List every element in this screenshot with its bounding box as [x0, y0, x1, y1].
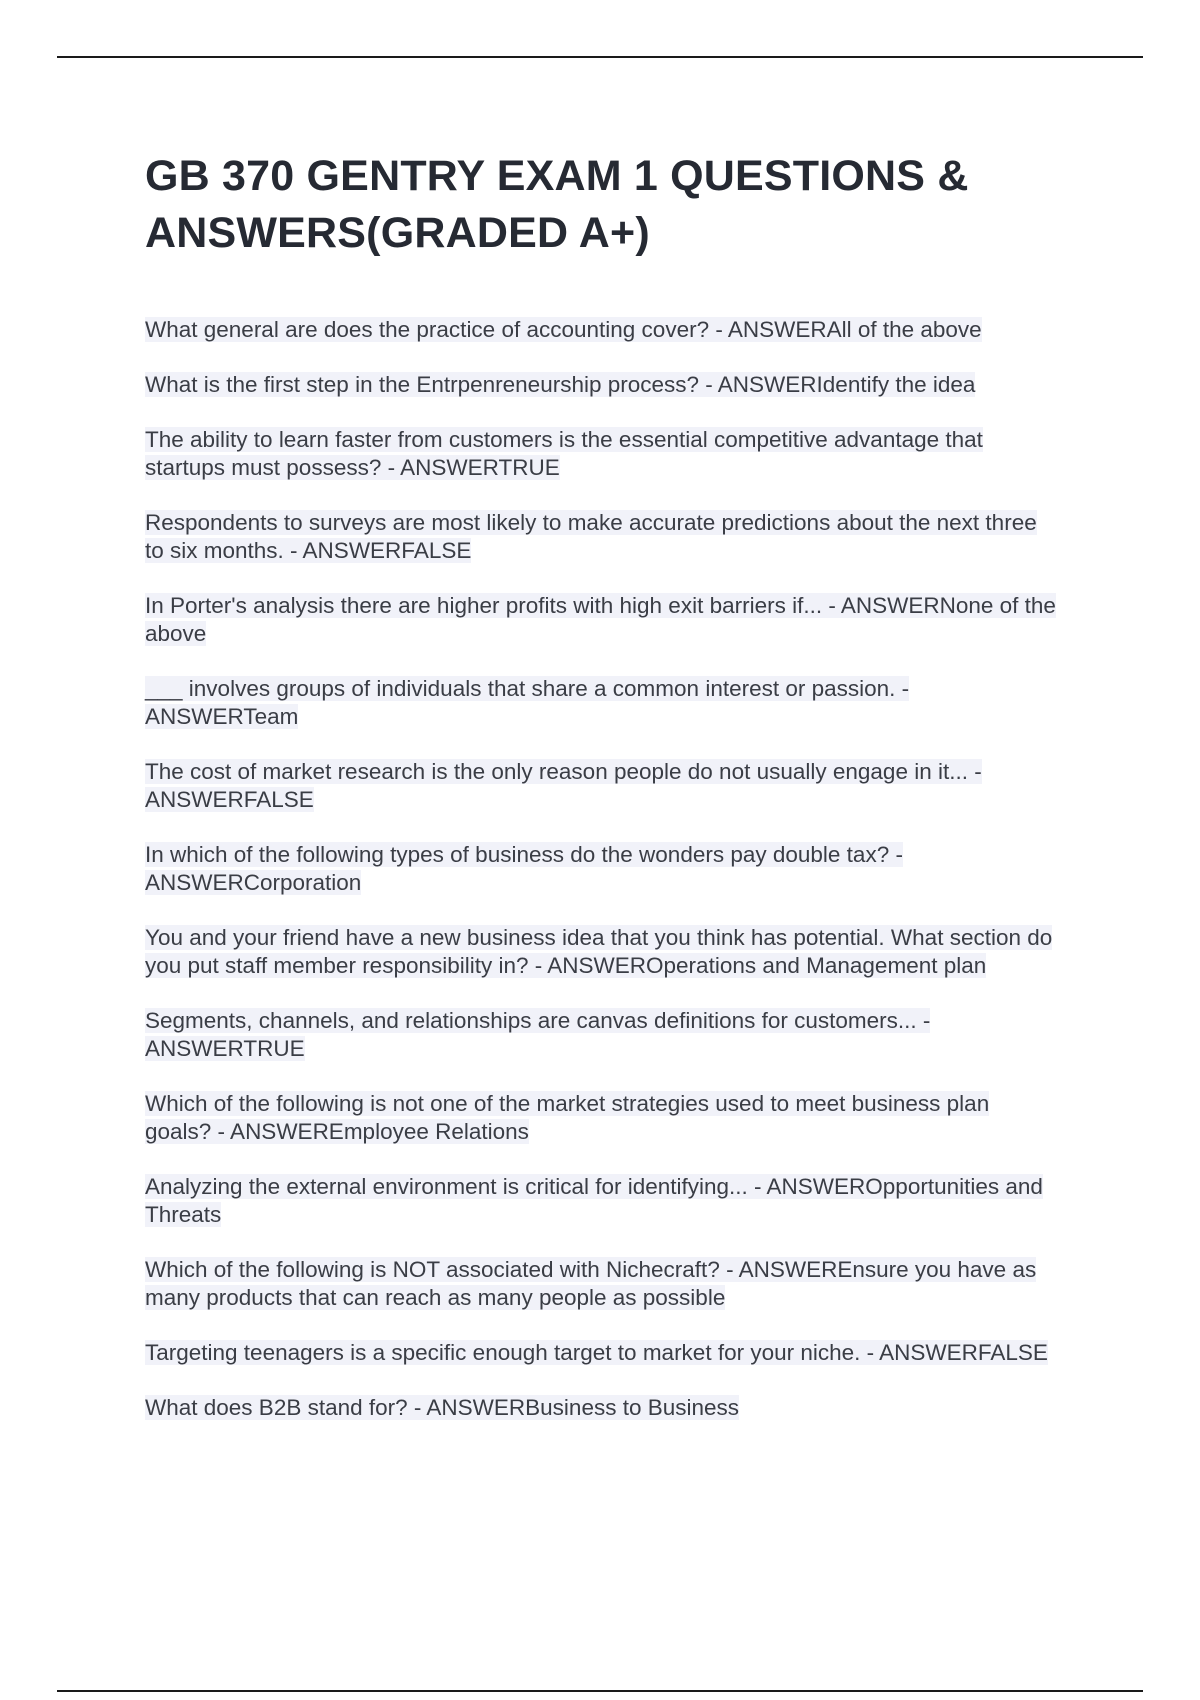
qa-item [145, 841, 1060, 897]
top-rule [57, 56, 1143, 58]
qa-text: ___ involves groups of individuals that share a common interest or passion. - ANSWERTeam [145, 676, 910, 729]
qa-item [145, 1256, 1060, 1312]
qa-text: In which of the following types of business do the wonders pay double tax? - ANSWERCorporation [145, 842, 903, 895]
qa-item [145, 509, 1060, 565]
qa-text: Respondents to surveys are most likely to make accurate predictions about the next three to six months. - ANSWERFALSE [145, 510, 1037, 563]
qa-text: Targeting teenagers is a specific enough target to market for your niche. - ANSWERFALSE [145, 1340, 1048, 1365]
qa-text: You and your friend have a new business idea that you think has potential. What section do you put staff member responsibility in? - ANSWEROperations and Management plan [145, 925, 1053, 978]
qa-text: Which of the following is not one of the market strategies used to meet business plan goals? - ANSWEREmployee Relations [145, 1091, 990, 1144]
qa-item [145, 1339, 1060, 1367]
qa-text: Analyzing the external environment is critical for identifying... - ANSWEROpportunities and Threats [145, 1174, 1043, 1227]
qa-text: Segments, channels, and relationships are canvas definitions for customers... - ANSWERTRUE [145, 1008, 931, 1061]
document-title: GB 370 GENTRY EXAM 1 QUESTIONS & ANSWERS(GRADED A+) [145, 152, 969, 257]
qa-item [145, 426, 1060, 482]
qa-item [145, 316, 1060, 344]
qa-item [145, 924, 1060, 980]
bottom-rule [57, 1690, 1143, 1692]
qa-text: What general are does the practice of accounting cover? - ANSWERAll of the above [145, 317, 982, 342]
qa-item [145, 592, 1060, 648]
qa-text: What is the first step in the Entrpenreneurship process? - ANSWERIdentify the idea [145, 372, 976, 397]
qa-item [145, 1394, 1060, 1422]
qa-text: The ability to learn faster from customers is the essential competitive advantage that startups must possess? - ANSWERTRUE [145, 427, 983, 480]
qa-text: In Porter's analysis there are higher profits with high exit barriers if... - ANSWERNone of the above [145, 593, 1056, 646]
qa-item [145, 1007, 1060, 1063]
qa-item [145, 1090, 1060, 1146]
qa-item [145, 675, 1060, 731]
qa-item [145, 371, 1060, 399]
qa-list [145, 316, 1060, 1422]
qa-item [145, 758, 1060, 814]
document-body [145, 148, 1060, 1449]
qa-text: The cost of market research is the only reason people do not usually engage in it... - ANSWERFALSE [145, 759, 982, 812]
qa-item [145, 1173, 1060, 1229]
qa-text: What does B2B stand for? - ANSWERBusiness to Business [145, 1395, 740, 1420]
qa-text: Which of the following is NOT associated with Nichecraft? - ANSWEREnsure you have as many products that can reach as many people as possible [145, 1257, 1037, 1310]
